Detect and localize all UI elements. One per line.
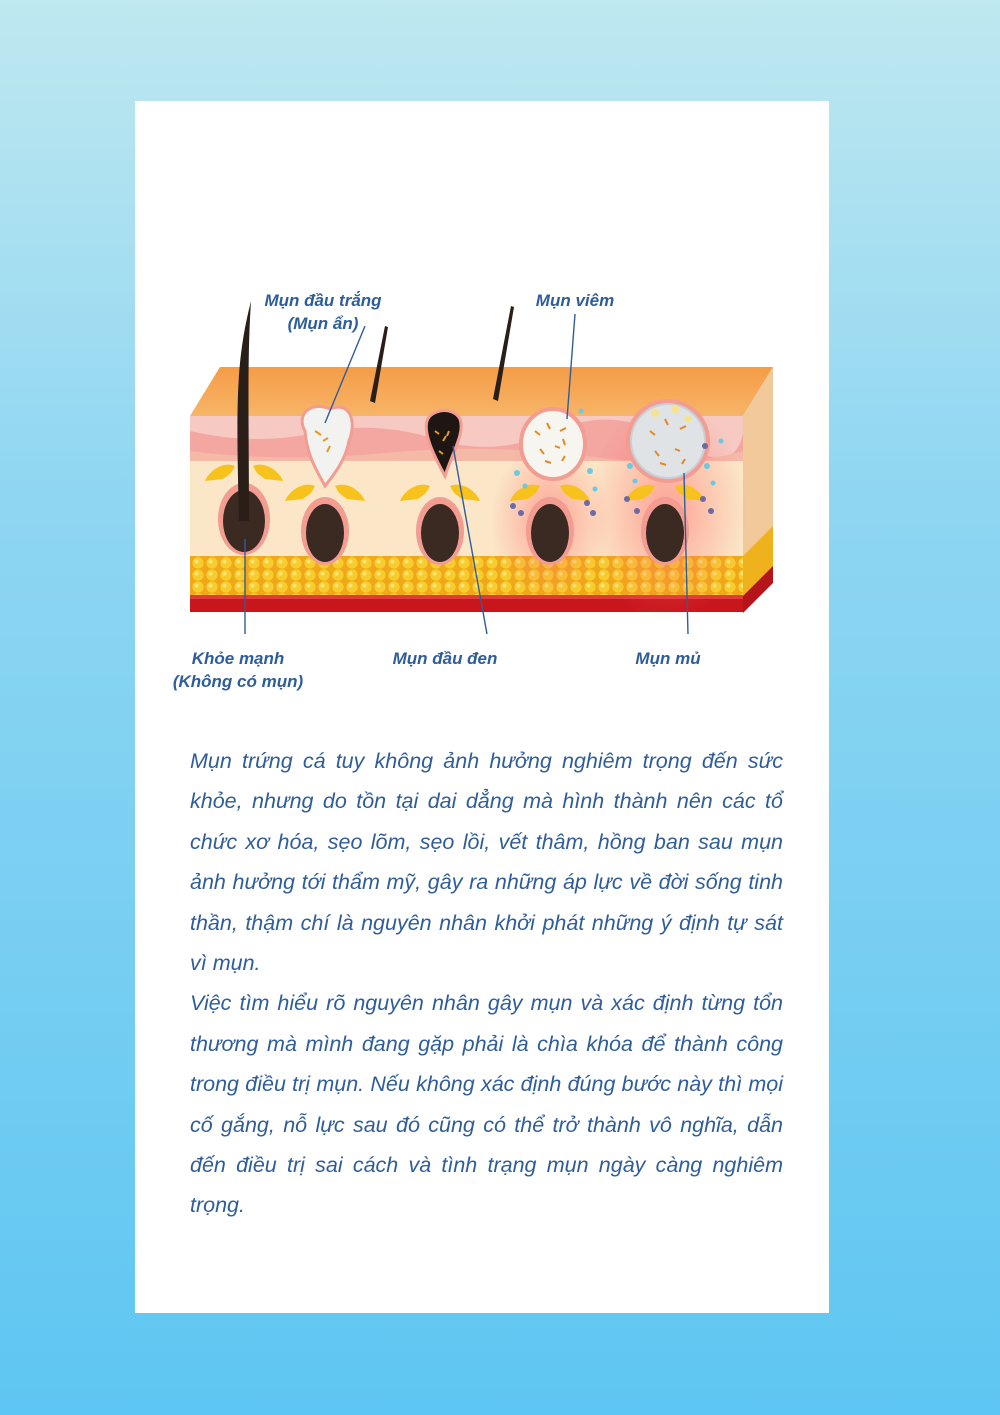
body-text xyxy=(190,741,783,1226)
label-healthy-title: Khỏe mạnh xyxy=(191,649,285,668)
label-healthy xyxy=(163,647,313,693)
label-whitehead-subtitle: (Mụn ẩn) xyxy=(287,314,359,333)
label-whitehead-title: Mụn đầu trắng xyxy=(264,291,382,310)
label-pustule-title: Mụn mủ xyxy=(635,649,701,668)
label-healthy-subtitle: (Không có mụn) xyxy=(172,672,304,691)
label-whitehead xyxy=(248,289,398,335)
label-pustule xyxy=(618,647,718,670)
page xyxy=(135,101,829,1313)
label-blackhead xyxy=(375,647,515,670)
label-blackhead-title: Mụn đầu đen xyxy=(392,649,498,668)
paragraph-1: Mụn trứng cá tuy không ảnh hưởng nghiêm trọng đến sức khỏe, nhưng do tồn tại dai dẳng mà hình thành nên các tổ chức xơ hóa, sẹo lõm, sẹo lồi, vết thâm, hồng ban sau mụn ảnh hưởng tới thẩm mỹ, gây ra những áp lực về đời sống tinh thần, thậm chí là nguyên nhân khởi phát những ý định tự sát vì mụn. xyxy=(190,749,783,976)
acne-types-illustration xyxy=(135,101,829,721)
label-inflamed-title: Mụn viêm xyxy=(535,291,615,310)
paragraph-2: Việc tìm hiểu rõ nguyên nhân gây mụn và xác định từng tổn thương mà mình đang gặp phải là chìa khóa để thành công trong điều trị mụn. Nếu không xác định đúng bước này thì mọi cố gắng, nỗ lực sau đó cũng có thể trở thành vô nghĩa, dẫn đến điều trị sai cách và tình trạng mụn ngày càng nghiêm trọng. xyxy=(190,991,783,1218)
skin-diagram xyxy=(135,101,829,721)
label-inflamed xyxy=(515,289,635,312)
